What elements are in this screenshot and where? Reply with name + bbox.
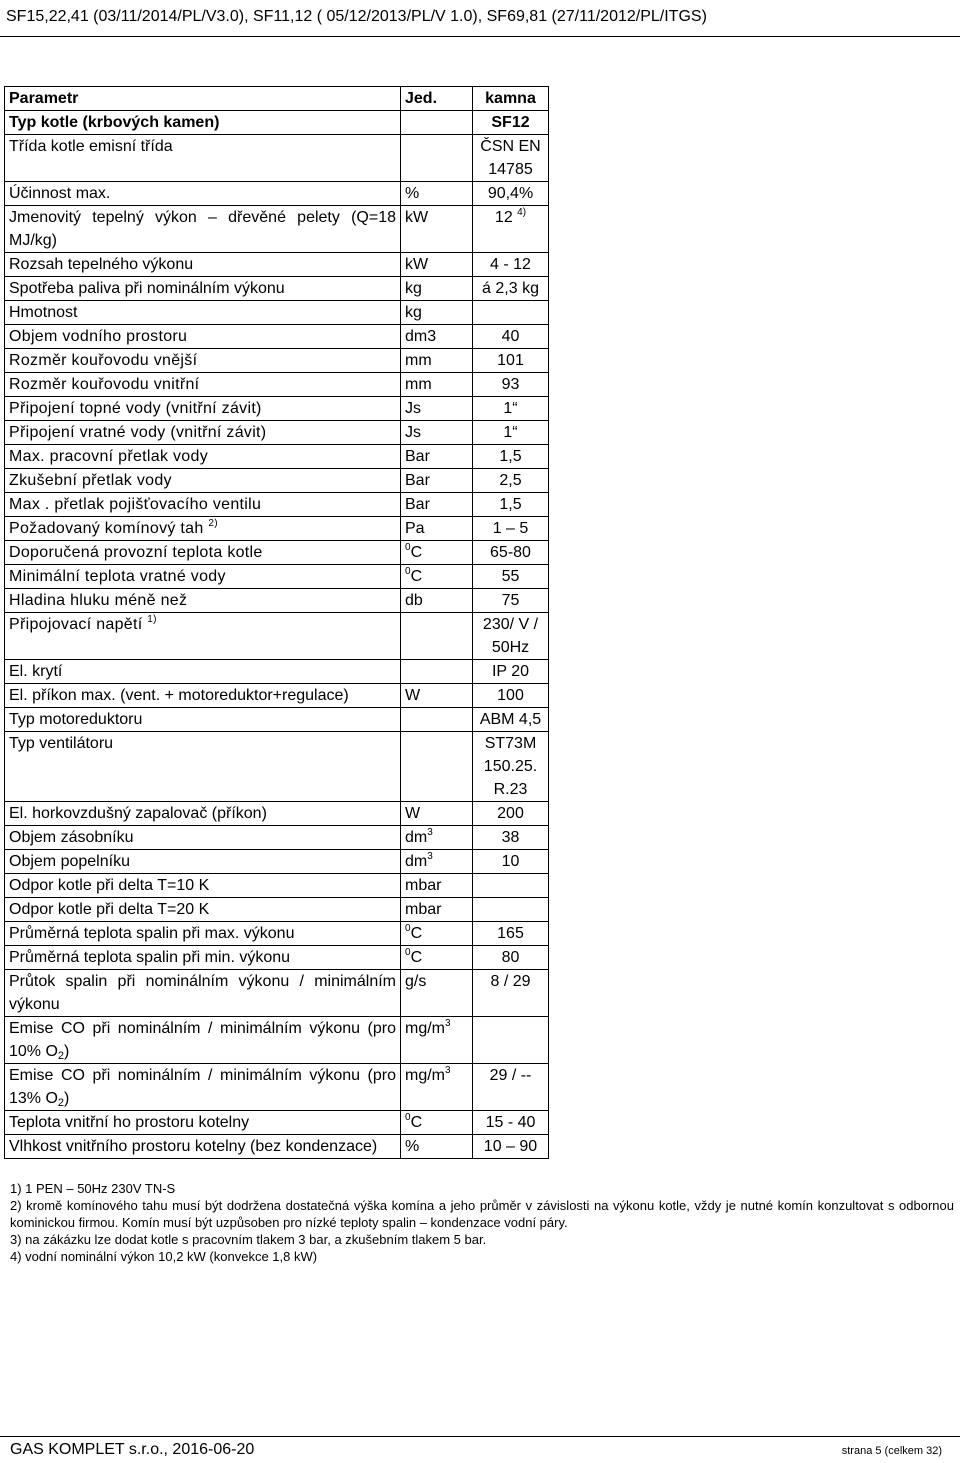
param-cell [5,850,401,874]
param-text: Objem popelníku [9,853,130,870]
param-cell [5,898,401,922]
param-cell [5,684,401,708]
footer-company: GAS KOMPLET s.r.o., 2016-06-20 [10,1441,255,1458]
value-text: 75 [501,592,520,609]
value-cell [473,732,549,802]
param-text: Teplota vnitřní ho prostoru kotelny [9,1114,250,1131]
page-footer [0,1436,960,1463]
value-cell [473,946,549,970]
value-cell [473,922,549,946]
unit-cell [401,565,473,589]
value-cell [473,182,549,206]
param-tail: ) [64,1090,70,1107]
unit-text: Js [405,424,421,441]
unit-cell [401,469,473,493]
value-cell [473,206,549,253]
param-cell [5,613,401,660]
value-cell [473,87,549,111]
unit-text: mbar [405,901,442,918]
unit-text: kg [405,304,422,321]
spec-table [4,86,549,1159]
unit-text: C [410,949,423,966]
unit-text: mg/m [405,1020,445,1037]
param-cell [5,469,401,493]
value-cell [473,684,549,708]
unit-cell [401,182,473,206]
unit-text: Bar [405,472,430,489]
param-cell [5,206,401,253]
unit-text: Bar [405,448,430,465]
unit-text: mm [405,376,432,393]
unit-cell [401,445,473,469]
value-cell [473,493,549,517]
unit-text: % [405,185,420,202]
value-cell [473,970,549,1017]
param-cell [5,802,401,826]
unit-cell [401,541,473,565]
value-text: 40 [501,328,520,345]
table-row [5,397,549,421]
table-row [5,469,549,493]
unit-cell [401,1064,473,1111]
unit-text: C [410,925,423,942]
value-cell [473,802,549,826]
unit-text: kg [405,280,422,297]
unit-cell [401,87,473,111]
value-cell [473,850,549,874]
param-cell [5,301,401,325]
value-text: 1“ [503,400,518,417]
unit-text: Bar [405,496,430,513]
param-text: Emise CO při nominálním / minimálním výkonu (pro 13% O [9,1067,396,1107]
value-cell [473,660,549,684]
value-text: 12 [494,209,513,226]
unit-superscript: 0 [405,542,411,553]
param-text: Rozsah tepelného výkonu [9,256,194,273]
table-row [5,421,549,445]
param-cell [5,87,401,111]
value-cell [473,469,549,493]
param-text: Minimální teplota vratné vody [9,568,226,585]
value-cell [473,277,549,301]
table-row [5,946,549,970]
param-cell [5,970,401,1017]
table-row [5,922,549,946]
unit-text: kW [405,256,429,273]
value-cell [473,301,549,325]
unit-cell [401,1111,473,1135]
unit-superscript: 3 [427,851,433,862]
table-row [5,206,549,253]
value-text: ST73M 150.25. R.23 [483,735,538,798]
unit-superscript: 3 [445,1065,451,1076]
unit-text: mg/m [405,1067,445,1084]
param-text: Průměrná teplota spalin při max. výkonu [9,925,295,942]
param-cell [5,397,401,421]
value-cell [473,1064,549,1111]
value-text: 15 - 40 [485,1114,536,1131]
unit-cell [401,708,473,732]
unit-cell [401,613,473,660]
table-row [5,517,549,541]
value-cell [473,874,549,898]
value-cell [473,445,549,469]
value-text: 80 [501,949,520,966]
param-text: Vlhkost vnitřního prostoru kotelny (bez kondenzace) [9,1138,378,1155]
value-text: ABM 4,5 [479,711,542,728]
table-row [5,277,549,301]
param-text: Jmenovitý tepelný výkon – dřevěné pelety (Q=18 MJ/kg) [9,209,396,249]
value-cell [473,253,549,277]
param-cell [5,1064,401,1111]
unit-cell [401,1017,473,1064]
value-cell [473,541,549,565]
param-cell [5,493,401,517]
param-text: Připojení vratné vody (vnitřní závit) [9,424,267,441]
unit-cell [401,349,473,373]
param-cell [5,922,401,946]
param-text: Objem zásobníku [9,829,134,846]
param-text: Průměrná teplota spalin při min. výkonu [9,949,291,966]
param-tail: ) [64,1043,70,1060]
unit-cell [401,517,473,541]
param-text: Hladina hluku méně než [9,592,188,609]
value-cell [473,826,549,850]
param-cell [5,517,401,541]
param-subscript: 2 [57,1097,65,1109]
value-cell [473,349,549,373]
unit-cell [401,135,473,182]
table-row [5,135,549,182]
param-text: Průtok spalin při nominálním výkonu / minimálním výkonu [9,973,396,1013]
value-cell [473,565,549,589]
table-row [5,565,549,589]
value-cell [473,517,549,541]
unit-text: dm [405,853,428,870]
unit-text: C [410,1114,423,1131]
page-header [0,0,960,37]
unit-text: mm [405,352,432,369]
value-text: 55 [501,568,520,585]
value-text: 101 [497,352,524,369]
value-text: 4 - 12 [490,256,531,273]
param-text: Zkušební přetlak vody [9,472,172,489]
table-row [5,1111,549,1135]
param-cell [5,421,401,445]
param-text: Rozměr kouřovodu vnitřní [9,376,200,393]
value-text: 230/ V / 50Hz [482,616,539,656]
param-cell [5,660,401,684]
param-text: Hmotnost [9,304,78,321]
unit-cell [401,206,473,253]
param-cell [5,253,401,277]
unit-text: W [405,805,421,822]
param-cell [5,111,401,135]
param-cell [5,589,401,613]
value-text: 8 / 29 [490,973,531,990]
value-text: á 2,3 kg [482,280,539,297]
table-row [5,445,549,469]
table-row [5,970,549,1017]
value-cell [473,898,549,922]
table-row [5,898,549,922]
table-row [5,589,549,613]
unit-cell [401,111,473,135]
value-cell [473,1135,549,1159]
value-cell [473,1017,549,1064]
param-text: Spotřeba paliva při nominálním výkonu [9,280,285,297]
unit-cell [401,397,473,421]
param-cell [5,182,401,206]
value-cell [473,421,549,445]
value-text: SF12 [491,114,530,131]
table-row [5,874,549,898]
unit-text: C [410,568,423,585]
param-cell [5,445,401,469]
unit-text: Pa [405,520,425,537]
unit-cell [401,874,473,898]
param-cell [5,349,401,373]
value-text: 65-80 [490,544,531,561]
unit-text: g/s [405,973,427,990]
param-cell [5,1135,401,1159]
param-cell [5,826,401,850]
param-cell [5,325,401,349]
table-row [5,1135,549,1159]
unit-cell [401,922,473,946]
param-cell [5,874,401,898]
value-cell [473,1111,549,1135]
param-footnote-ref: 1) [147,614,157,625]
param-cell [5,708,401,732]
param-cell [5,277,401,301]
unit-cell [401,802,473,826]
param-cell [5,135,401,182]
table-row [5,613,549,660]
param-text: El. horkovzdušný zapalovač (příkon) [9,805,267,822]
unit-cell [401,301,473,325]
unit-cell [401,253,473,277]
footnote-3: 3) na zákázku lze dodat kotle s pracovním tlakem 3 bar, a zkušebním tlakem 5 bar. [10,1232,487,1247]
table-row [5,802,549,826]
table-row [5,850,549,874]
param-text: Max. pracovní přetlak vody [9,448,208,465]
param-text: Typ kotle (krbových kamen) [9,114,220,131]
param-cell [5,946,401,970]
value-text: ČSN EN 14785 [480,138,541,178]
param-text: Účinnost max. [9,185,111,202]
value-text: 1“ [503,424,518,441]
unit-superscript: 0 [405,566,411,577]
unit-cell [401,970,473,1017]
table-row [5,301,549,325]
param-footnote-ref: 2) [208,518,218,529]
value-text: 93 [501,376,520,393]
unit-cell [401,684,473,708]
value-text: kamna [485,90,536,107]
table-row [5,708,549,732]
unit-cell [401,826,473,850]
value-text: 10 – 90 [483,1138,538,1155]
unit-text: dm [405,829,428,846]
unit-cell [401,421,473,445]
param-cell [5,1017,401,1064]
table-row [5,182,549,206]
footer-page-number: strana 5 (celkem 32) [841,1445,942,1457]
unit-superscript: 0 [405,1112,411,1123]
param-text: Rozměr kouřovodu vnější [9,352,198,369]
value-cell [473,613,549,660]
value-text: IP 20 [491,663,530,680]
table-row [5,732,549,802]
unit-cell [401,1135,473,1159]
value-cell [473,373,549,397]
unit-cell [401,660,473,684]
footnotes [10,1180,954,1265]
unit-cell [401,850,473,874]
value-text: 100 [497,687,524,704]
unit-superscript: 3 [445,1018,451,1029]
value-text: 200 [497,805,524,822]
value-footnote-ref: 4) [517,207,527,218]
unit-text: % [405,1138,420,1155]
unit-text: Js [405,400,421,417]
param-text: Odpor kotle při delta T=10 K [9,877,210,894]
unit-text: mbar [405,877,442,894]
value-text: 38 [501,829,520,846]
param-text: Emise CO při nominálním / minimálním výkonu (pro 10% O [9,1020,396,1060]
table-row [5,1017,549,1064]
value-text: 2,5 [499,472,522,489]
table-row [5,111,549,135]
table-row [5,1064,549,1111]
value-text: 1 – 5 [492,520,529,537]
unit-cell [401,732,473,802]
param-text: Max . přetlak pojišťovacího ventilu [9,496,262,513]
param-text: Typ motoreduktoru [9,711,143,728]
footnote-1: 1) 1 PEN – 50Hz 230V TN-S [10,1181,176,1196]
value-cell [473,111,549,135]
value-text: 165 [497,925,524,942]
table-row [5,349,549,373]
table-row [5,541,549,565]
param-text: Objem vodního prostoru [9,328,188,345]
unit-cell [401,946,473,970]
value-cell [473,135,549,182]
unit-cell [401,325,473,349]
footnote-4: 4) vodní nominální výkon 10,2 kW (konvekce 1,8 kW) [10,1249,318,1264]
param-text: Odpor kotle při delta T=20 K [9,901,210,918]
param-text: Připojení topné vody (vnitřní závit) [9,400,262,417]
param-text: Typ ventilátoru [9,735,114,752]
unit-cell [401,373,473,397]
unit-cell [401,493,473,517]
table-row [5,660,549,684]
param-text: Požadovaný komínový tah [9,520,204,537]
unit-cell [401,589,473,613]
unit-text: C [410,544,423,561]
param-subscript: 2 [57,1050,65,1062]
value-text: 1,5 [499,496,522,513]
footnote-2: 2) kromě komínového tahu musí být dodržena dostatečná výška komína a jeho průměr v závislosti na výkonu kotle, vždy je nutné komín konzultovat s odbornou kominickou firmou. Komín musí být uzpůsoben pro nízké teploty spalin – kondenzace vodní páry. [10,1198,954,1230]
unit-cell [401,898,473,922]
unit-text: dm3 [405,328,437,345]
value-text: 10 [501,853,520,870]
value-cell [473,325,549,349]
value-text: 29 / -- [489,1067,532,1084]
param-text: Doporučená provozní teplota kotle [9,544,263,561]
table-header-row [5,87,549,111]
param-text: El. příkon max. (vent. + motoreduktor+regulace) [9,687,349,704]
header-text: SF15,22,41 (03/11/2014/PL/V3.0), SF11,12 ( 05/12/2013/PL/V 1.0), SF69,81 (27/11/2012/PL/ITGS) [6,8,707,25]
unit-text: kW [405,209,429,226]
unit-text: db [405,592,423,609]
value-text: 1,5 [499,448,522,465]
param-text: El. krytí [9,663,63,680]
param-cell [5,732,401,802]
value-cell [473,397,549,421]
unit-cell [401,277,473,301]
table-row [5,684,549,708]
value-text: 90,4% [487,185,534,202]
table-row [5,493,549,517]
unit-text: W [405,687,421,704]
table-row [5,253,549,277]
param-text: Parametr [9,90,79,107]
param-cell [5,373,401,397]
param-cell [5,1111,401,1135]
unit-text: Jed. [405,90,438,107]
unit-superscript: 0 [405,947,411,958]
param-text: Připojovací napětí [9,616,143,633]
param-cell [5,541,401,565]
unit-superscript: 3 [427,827,433,838]
value-cell [473,708,549,732]
table-row [5,826,549,850]
value-cell [473,589,549,613]
param-cell [5,565,401,589]
table-row [5,325,549,349]
table-row [5,373,549,397]
unit-superscript: 0 [405,923,411,934]
param-text: Třída kotle emisní třída [9,138,173,155]
